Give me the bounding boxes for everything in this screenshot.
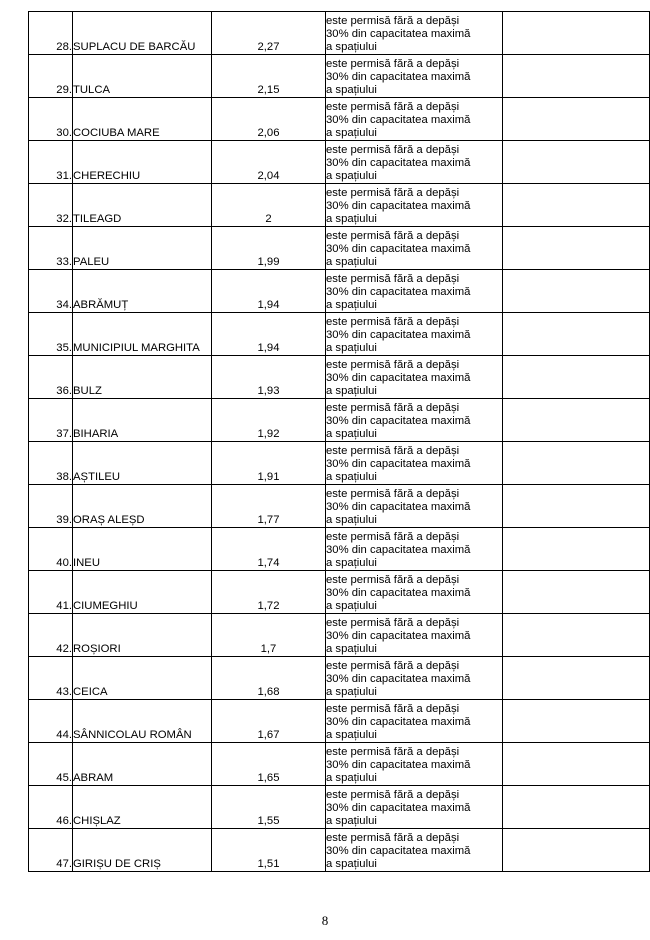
empty-cell bbox=[503, 55, 650, 98]
locality-name: AȘTILEU bbox=[73, 442, 212, 485]
table-row bbox=[29, 571, 650, 614]
empty-cell bbox=[503, 141, 650, 184]
incidence-value: 2,04 bbox=[212, 141, 326, 184]
incidence-value: 2,06 bbox=[212, 98, 326, 141]
table-row bbox=[29, 485, 650, 528]
capacity-note-line: a spațiului bbox=[326, 514, 377, 526]
capacity-note-line: este permisă fără a depăși bbox=[326, 230, 460, 242]
capacity-note-line: 30% din capacitatea maximă bbox=[326, 630, 471, 642]
capacity-note-line: 30% din capacitatea maximă bbox=[326, 71, 471, 83]
capacity-note-line: 30% din capacitatea maximă bbox=[326, 28, 471, 40]
row-number: 37. bbox=[29, 399, 73, 442]
incidence-value: 1,91 bbox=[212, 442, 326, 485]
row-number: 46. bbox=[29, 786, 73, 829]
capacity-note-line: 30% din capacitatea maximă bbox=[326, 243, 471, 255]
capacity-note-line: 30% din capacitatea maximă bbox=[326, 458, 471, 470]
locality-name: CHERECHIU bbox=[73, 141, 212, 184]
capacity-note bbox=[326, 743, 503, 786]
empty-cell bbox=[503, 786, 650, 829]
incidence-value: 1,68 bbox=[212, 657, 326, 700]
capacity-note-line: 30% din capacitatea maximă bbox=[326, 200, 471, 212]
row-number: 33. bbox=[29, 227, 73, 270]
capacity-note bbox=[326, 829, 503, 872]
capacity-note-line: 30% din capacitatea maximă bbox=[326, 759, 471, 771]
capacity-note bbox=[326, 313, 503, 356]
capacity-note bbox=[326, 270, 503, 313]
table-row bbox=[29, 700, 650, 743]
incidence-value: 1,7 bbox=[212, 614, 326, 657]
capacity-note-line: 30% din capacitatea maximă bbox=[326, 157, 471, 169]
capacity-note-line: a spațiului bbox=[326, 428, 377, 440]
table-row bbox=[29, 829, 650, 872]
capacity-note-line: este permisă fără a depăși bbox=[326, 574, 460, 586]
locality-name: SUPLACU DE BARCĂU bbox=[73, 12, 212, 55]
row-number: 31. bbox=[29, 141, 73, 184]
capacity-note-line: este permisă fără a depăși bbox=[326, 703, 460, 715]
capacity-note-line: a spațiului bbox=[326, 471, 377, 483]
table-row bbox=[29, 786, 650, 829]
capacity-note-line: 30% din capacitatea maximă bbox=[326, 286, 471, 298]
capacity-note-line: este permisă fără a depăși bbox=[326, 359, 460, 371]
locality-name: ORAȘ ALEȘD bbox=[73, 485, 212, 528]
row-number: 36. bbox=[29, 356, 73, 399]
capacity-note-line: a spațiului bbox=[326, 213, 377, 225]
locality-name: CHIȘLAZ bbox=[73, 786, 212, 829]
row-number: 34. bbox=[29, 270, 73, 313]
empty-cell bbox=[503, 356, 650, 399]
incidence-value: 2,27 bbox=[212, 12, 326, 55]
empty-cell bbox=[503, 829, 650, 872]
capacity-note bbox=[326, 98, 503, 141]
incidence-value: 1,67 bbox=[212, 700, 326, 743]
empty-cell bbox=[503, 313, 650, 356]
locality-name: ABRĂMUȚ bbox=[73, 270, 212, 313]
empty-cell bbox=[503, 12, 650, 55]
empty-cell bbox=[503, 700, 650, 743]
capacity-note bbox=[326, 356, 503, 399]
capacity-note-line: este permisă fără a depăși bbox=[326, 488, 460, 500]
capacity-note-line: este permisă fără a depăși bbox=[326, 789, 460, 801]
empty-cell bbox=[503, 528, 650, 571]
empty-cell bbox=[503, 485, 650, 528]
table-row bbox=[29, 184, 650, 227]
capacity-note-line: este permisă fără a depăși bbox=[326, 101, 460, 113]
capacity-note-line: 30% din capacitatea maximă bbox=[326, 415, 471, 427]
capacity-note-line: 30% din capacitatea maximă bbox=[326, 544, 471, 556]
capacity-note-line: a spațiului bbox=[326, 643, 377, 655]
capacity-note-line: 30% din capacitatea maximă bbox=[326, 802, 471, 814]
empty-cell bbox=[503, 743, 650, 786]
row-number: 39. bbox=[29, 485, 73, 528]
localities-table bbox=[28, 11, 650, 872]
capacity-note-line: 30% din capacitatea maximă bbox=[326, 114, 471, 126]
capacity-note-line: este permisă fără a depăși bbox=[326, 402, 460, 414]
capacity-note-line: este permisă fără a depăși bbox=[326, 187, 460, 199]
incidence-value: 1,55 bbox=[212, 786, 326, 829]
page-number: 8 bbox=[321, 913, 329, 928]
row-number: 44. bbox=[29, 700, 73, 743]
table-row bbox=[29, 657, 650, 700]
capacity-note-line: a spațiului bbox=[326, 600, 377, 612]
capacity-note-line: este permisă fără a depăși bbox=[326, 58, 460, 70]
capacity-note-line: este permisă fără a depăși bbox=[326, 617, 460, 629]
capacity-note bbox=[326, 700, 503, 743]
capacity-note-line: este permisă fără a depăși bbox=[326, 660, 460, 672]
table-row bbox=[29, 270, 650, 313]
capacity-note-line: este permisă fără a depăși bbox=[326, 746, 460, 758]
table-row bbox=[29, 528, 650, 571]
incidence-value: 1,72 bbox=[212, 571, 326, 614]
incidence-value: 1,99 bbox=[212, 227, 326, 270]
row-number: 43. bbox=[29, 657, 73, 700]
table-body bbox=[29, 12, 650, 872]
row-number: 45. bbox=[29, 743, 73, 786]
locality-name: BIHARIA bbox=[73, 399, 212, 442]
capacity-note bbox=[326, 227, 503, 270]
locality-name: TILEAGD bbox=[73, 184, 212, 227]
capacity-note-line: a spațiului bbox=[326, 170, 377, 182]
capacity-note bbox=[326, 141, 503, 184]
capacity-note bbox=[326, 786, 503, 829]
capacity-note-line: a spațiului bbox=[326, 729, 377, 741]
incidence-value: 1,92 bbox=[212, 399, 326, 442]
locality-name: COCIUBA MARE bbox=[73, 98, 212, 141]
capacity-note-line: a spațiului bbox=[326, 686, 377, 698]
capacity-note-line: a spațiului bbox=[326, 815, 377, 827]
row-number: 42. bbox=[29, 614, 73, 657]
locality-name: TULCA bbox=[73, 55, 212, 98]
capacity-note-line: este permisă fără a depăși bbox=[326, 15, 460, 27]
capacity-note bbox=[326, 55, 503, 98]
row-number: 35. bbox=[29, 313, 73, 356]
table-row bbox=[29, 399, 650, 442]
capacity-note-line: 30% din capacitatea maximă bbox=[326, 673, 471, 685]
locality-name: ROȘIORI bbox=[73, 614, 212, 657]
capacity-note-line: 30% din capacitatea maximă bbox=[326, 329, 471, 341]
row-number: 38. bbox=[29, 442, 73, 485]
capacity-note bbox=[326, 614, 503, 657]
locality-name: CIUMEGHIU bbox=[73, 571, 212, 614]
capacity-note-line: 30% din capacitatea maximă bbox=[326, 501, 471, 513]
capacity-note-line: a spațiului bbox=[326, 385, 377, 397]
capacity-note bbox=[326, 399, 503, 442]
capacity-note-line: a spațiului bbox=[326, 772, 377, 784]
row-number: 40. bbox=[29, 528, 73, 571]
capacity-note bbox=[326, 442, 503, 485]
capacity-note-line: a spațiului bbox=[326, 127, 377, 139]
incidence-value: 1,77 bbox=[212, 485, 326, 528]
table-row bbox=[29, 442, 650, 485]
table-row bbox=[29, 227, 650, 270]
locality-name: PALEU bbox=[73, 227, 212, 270]
capacity-note-line: a spațiului bbox=[326, 342, 377, 354]
capacity-note-line: a spațiului bbox=[326, 41, 377, 53]
table-row bbox=[29, 313, 650, 356]
capacity-note-line: 30% din capacitatea maximă bbox=[326, 587, 471, 599]
row-number: 29. bbox=[29, 55, 73, 98]
row-number: 32. bbox=[29, 184, 73, 227]
capacity-note-line: este permisă fără a depăși bbox=[326, 144, 460, 156]
empty-cell bbox=[503, 184, 650, 227]
capacity-note bbox=[326, 571, 503, 614]
capacity-note-line: 30% din capacitatea maximă bbox=[326, 716, 471, 728]
row-number: 47. bbox=[29, 829, 73, 872]
capacity-note bbox=[326, 657, 503, 700]
capacity-note-line: este permisă fără a depăși bbox=[326, 531, 460, 543]
row-number: 30. bbox=[29, 98, 73, 141]
capacity-note bbox=[326, 528, 503, 571]
capacity-note bbox=[326, 184, 503, 227]
incidence-value: 1,93 bbox=[212, 356, 326, 399]
capacity-note-line: a spațiului bbox=[326, 84, 377, 96]
incidence-value: 1,51 bbox=[212, 829, 326, 872]
capacity-note-line: a spațiului bbox=[326, 557, 377, 569]
capacity-note-line: 30% din capacitatea maximă bbox=[326, 845, 471, 857]
empty-cell bbox=[503, 98, 650, 141]
empty-cell bbox=[503, 442, 650, 485]
incidence-value: 1,74 bbox=[212, 528, 326, 571]
capacity-note-line: a spațiului bbox=[326, 858, 377, 870]
empty-cell bbox=[503, 270, 650, 313]
capacity-note bbox=[326, 12, 503, 55]
capacity-note-line: 30% din capacitatea maximă bbox=[326, 372, 471, 384]
capacity-note-line: este permisă fără a depăși bbox=[326, 445, 460, 457]
table-row bbox=[29, 614, 650, 657]
locality-name: GIRIȘU DE CRIȘ bbox=[73, 829, 212, 872]
row-number: 41. bbox=[29, 571, 73, 614]
empty-cell bbox=[503, 571, 650, 614]
capacity-note-line: a spațiului bbox=[326, 256, 377, 268]
locality-name: ABRAM bbox=[73, 743, 212, 786]
capacity-note-line: a spațiului bbox=[326, 299, 377, 311]
table-row bbox=[29, 98, 650, 141]
capacity-note-line: este permisă fără a depăși bbox=[326, 273, 460, 285]
empty-cell bbox=[503, 227, 650, 270]
empty-cell bbox=[503, 399, 650, 442]
capacity-note-line: este permisă fără a depăși bbox=[326, 316, 460, 328]
table-row bbox=[29, 743, 650, 786]
locality-name: SÂNNICOLAU ROMÂN bbox=[73, 700, 212, 743]
empty-cell bbox=[503, 614, 650, 657]
incidence-value: 2,15 bbox=[212, 55, 326, 98]
incidence-value: 1,94 bbox=[212, 313, 326, 356]
locality-name: INEU bbox=[73, 528, 212, 571]
incidence-value: 2 bbox=[212, 184, 326, 227]
locality-name: CEICA bbox=[73, 657, 212, 700]
table-row bbox=[29, 12, 650, 55]
empty-cell bbox=[503, 657, 650, 700]
locality-name: BULZ bbox=[73, 356, 212, 399]
table-row bbox=[29, 141, 650, 184]
capacity-note-line: este permisă fără a depăși bbox=[326, 832, 460, 844]
row-number: 28. bbox=[29, 12, 73, 55]
capacity-note bbox=[326, 485, 503, 528]
locality-name: MUNICIPIUL MARGHITA bbox=[73, 313, 212, 356]
table-row bbox=[29, 356, 650, 399]
incidence-value: 1,94 bbox=[212, 270, 326, 313]
incidence-value: 1,65 bbox=[212, 743, 326, 786]
table-row bbox=[29, 55, 650, 98]
